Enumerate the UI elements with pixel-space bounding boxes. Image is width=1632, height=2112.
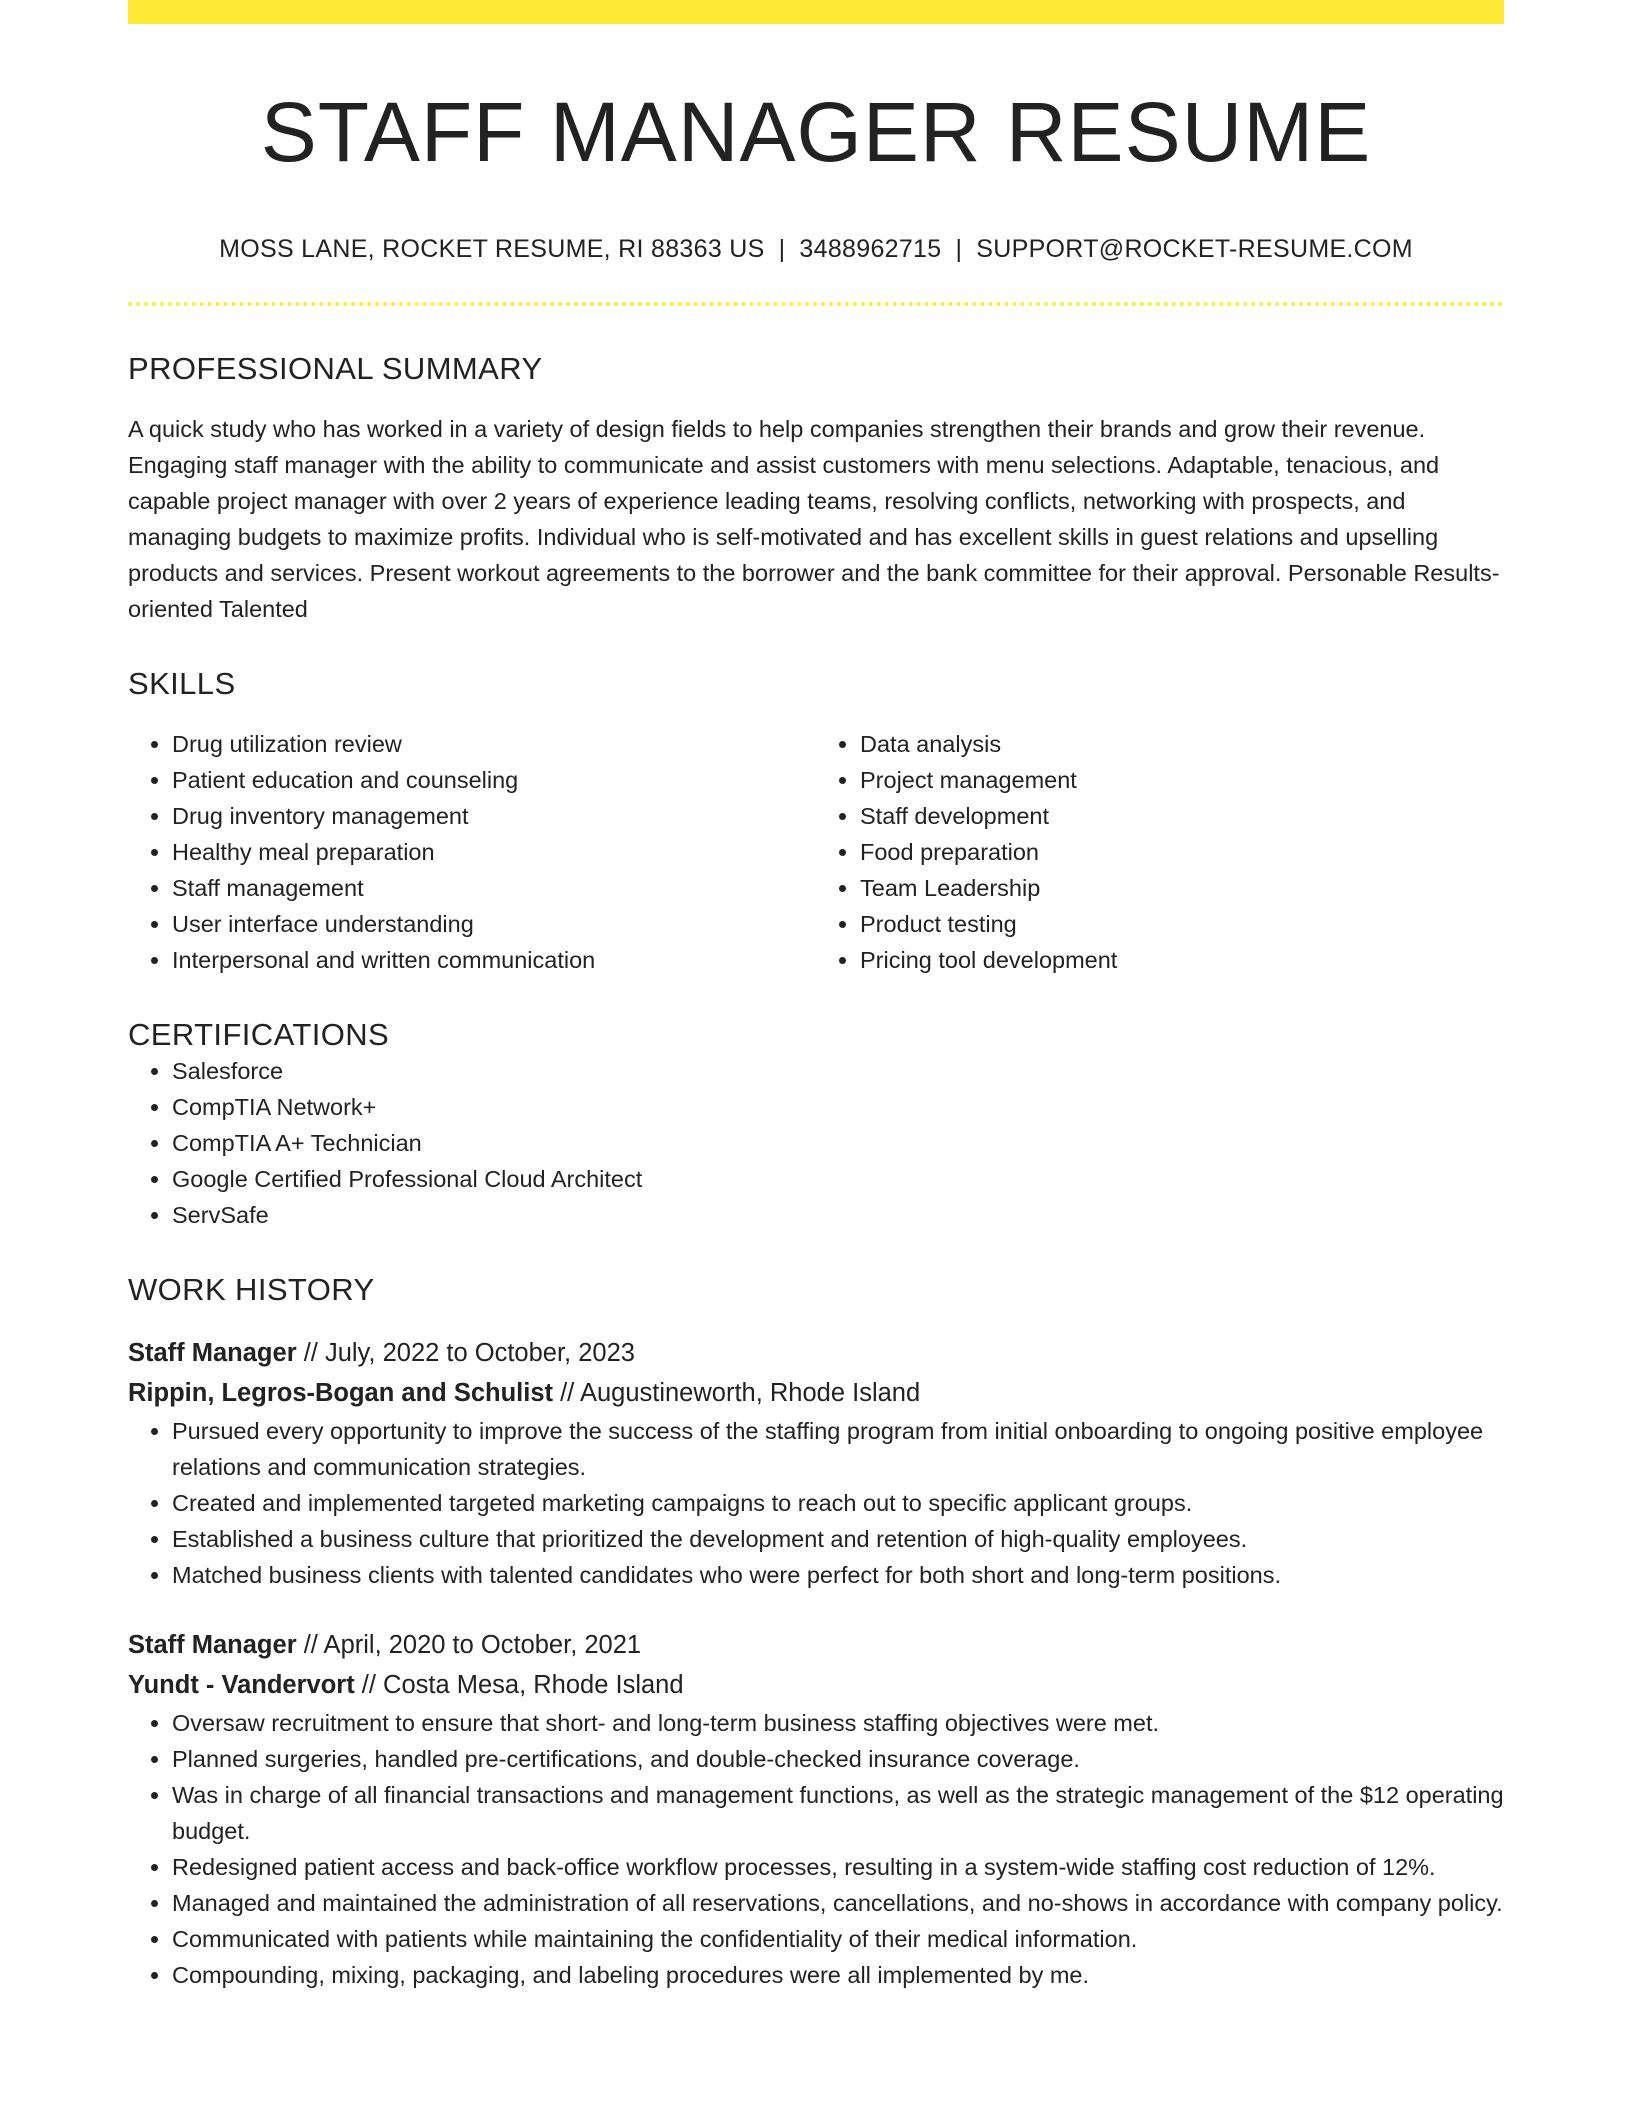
list-item: • Product testing — [860, 906, 1504, 942]
list-item: • Healthy meal preparation — [172, 834, 816, 870]
job-dates: // April, 2020 to October, 2021 — [296, 1630, 642, 1659]
work-history-heading: WORK HISTORY — [128, 1272, 375, 1308]
contact-address: MOSS LANE, ROCKET RESUME, RI 88363 US — [219, 234, 765, 263]
job-bullets — [128, 1705, 1504, 1993]
job-location: // Costa Mesa, Rhode Island — [354, 1670, 684, 1699]
list-item: • User interface understanding — [172, 906, 816, 942]
list-item: • Pricing tool development — [860, 942, 1504, 978]
skills-list-right — [816, 726, 1504, 978]
list-item: • Drug inventory management — [172, 798, 816, 834]
list-item: • Communicated with patients while maintaining the confidentiality of their medical information. — [172, 1921, 1504, 1957]
job-role: Staff Manager — [128, 1338, 297, 1367]
job-role: Staff Manager — [128, 1630, 297, 1659]
list-item: • Salesforce — [172, 1053, 1504, 1089]
list-item: • Planned surgeries, handled pre-certifications, and double-checked insurance coverage. — [172, 1741, 1504, 1777]
list-item: • Established a business culture that prioritized the development and retention of high-quality employees. — [172, 1521, 1504, 1557]
summary-text: A quick study who has worked in a variety of design fields to help companies strengthen their brands and grow their revenue. Engaging staff manager with the ability to communicate and assist customers with menu selections. Adaptable, tenacious, and capable project manager with over 2 years of experience leading teams, resolving conflicts, networking with prospects, and managing budgets to maximize profits. Individual who is self-motivated and has excellent skills in guest relations and upselling products and services. Present workout agreements to the borrower and the bank committee for their approval. Personable Results-oriented Talented — [128, 415, 1500, 622]
list-item: • Managed and maintained the administration of all reservations, cancellations, and no-shows in accordance with company policy. — [172, 1885, 1504, 1921]
list-item: • ServSafe — [172, 1197, 1504, 1233]
contact-phone: 3488962715 — [799, 234, 942, 263]
list-item: • Data analysis — [860, 726, 1504, 762]
skills-heading: SKILLS — [128, 665, 236, 701]
list-item: • Created and implemented targeted marketing campaigns to reach out to specific applicant groups. — [172, 1485, 1504, 1521]
resume-title: STAFF MANAGER RESUME — [260, 85, 1372, 179]
list-item: • Oversaw recruitment to ensure that short- and long-term business staffing objectives were met. — [172, 1705, 1504, 1741]
list-item: • CompTIA A+ Technician — [172, 1125, 1504, 1161]
list-item: • CompTIA Network+ — [172, 1089, 1504, 1125]
list-item: • Food preparation — [860, 834, 1504, 870]
list-item: • Interpersonal and written communication — [172, 942, 816, 978]
skills-list-left — [128, 726, 816, 978]
certifications-list — [128, 1053, 1504, 1233]
list-item: • Patient education and counseling — [172, 762, 816, 798]
list-item: • Google Certified Professional Cloud Architect — [172, 1161, 1504, 1197]
contact-separator: | — [778, 234, 786, 263]
list-item: • Redesigned patient access and back-office workflow processes, resulting in a system-wide staffing cost reduction of 12%. — [172, 1849, 1504, 1885]
list-item: • Compounding, mixing, packaging, and labeling procedures were all implemented by me. — [172, 1957, 1504, 1993]
list-item: • Drug utilization review — [172, 726, 816, 762]
list-item: • Project management — [860, 762, 1504, 798]
job-bullets — [128, 1413, 1504, 1593]
contact-separator: | — [955, 234, 963, 263]
list-item: • Was in charge of all financial transactions and management functions, as well as the strategic management of the $12 operating budget. — [172, 1777, 1504, 1849]
job-dates: // July, 2022 to October, 2023 — [296, 1338, 635, 1367]
job-company: Yundt - Vandervort — [128, 1670, 355, 1699]
contact-email: SUPPORT@ROCKET-RESUME.COM — [976, 234, 1413, 263]
job-location: // Augustineworth, Rhode Island — [553, 1378, 921, 1407]
job-title-line — [128, 1625, 1504, 1665]
job-company: Rippin, Legros-Bogan and Schulist — [128, 1378, 554, 1407]
job-company-line — [128, 1373, 1504, 1413]
accent-top-bar — [128, 0, 1504, 24]
summary-heading: PROFESSIONAL SUMMARY — [128, 350, 543, 386]
header-divider — [128, 302, 1504, 306]
job-company-line — [128, 1665, 1504, 1705]
job-title-line — [128, 1333, 1504, 1373]
resume-page — [128, 0, 1504, 1993]
certifications-heading: CERTIFICATIONS — [128, 1017, 390, 1053]
list-item: • Pursued every opportunity to improve the success of the staffing program from initial onboarding to ongoing positive employee relations and communication strategies. — [172, 1413, 1504, 1485]
list-item: • Matched business clients with talented candidates who were perfect for both short and long-term positions. — [172, 1557, 1504, 1593]
skills-columns — [128, 726, 1504, 978]
contact-line — [128, 235, 1504, 264]
list-item: • Team Leadership — [860, 870, 1504, 906]
list-item: • Staff development — [860, 798, 1504, 834]
list-item: • Staff management — [172, 870, 816, 906]
